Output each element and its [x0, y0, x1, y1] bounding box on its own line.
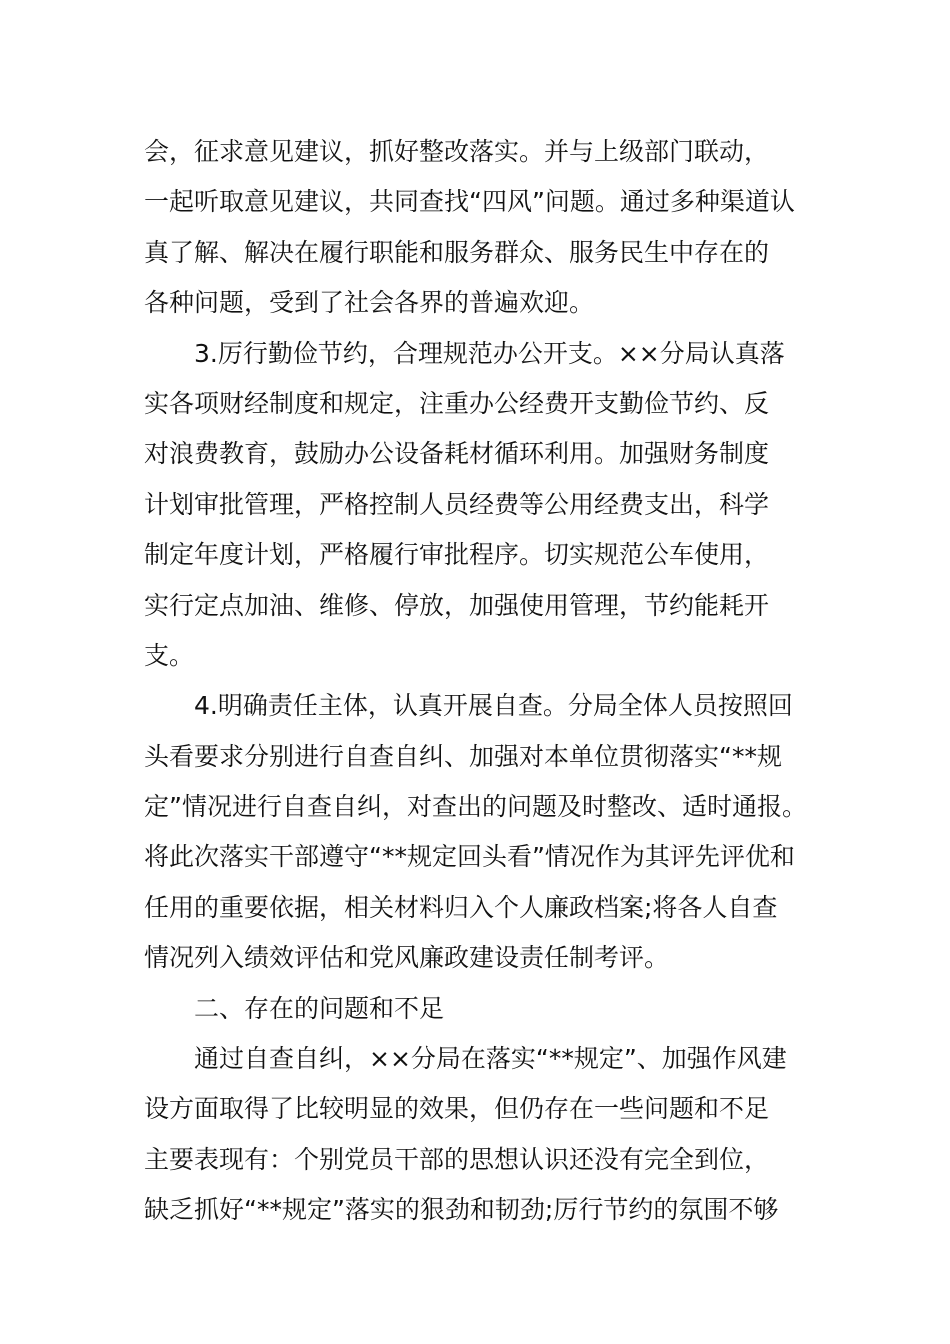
section-heading-problems — [144, 984, 812, 1034]
text-line: 真了解、解决在履行职能和服务群众、服务民生中存在的 — [144, 237, 770, 267]
text-line: 会，征求意见建议，抓好整改落实。并与上级部门联动， — [144, 137, 770, 166]
paragraph-feedback-channels — [144, 127, 812, 329]
text-line: 任用的重要依据，相关材料归入个人廉政档案;将各人自查 — [144, 892, 778, 922]
text-line: 定”情况进行自查自纠，对查出的问题及时整改、适时通报。 — [144, 792, 807, 822]
text-line: 实各项财经制度和规定，注重办公经费开支勤俭节约、反 — [144, 388, 770, 418]
text-line: 支。 — [144, 640, 195, 670]
text-line: 4.明确责任主体，认真开展自查。分局全体人员按照回 — [194, 691, 793, 721]
text-line: 情况列入绩效评估和党风廉政建设责任制考评。 — [144, 943, 670, 973]
text-line: 一起听取意见建议，共同查找“四风”问题。通过多种渠道认 — [144, 187, 795, 217]
text-line: 通过自查自纠，××分局在落实“**规定”、加强作风建 — [194, 1044, 787, 1074]
text-line: 制定年度计划，严格履行审批程序。切实规范公车使用， — [144, 540, 770, 570]
text-line: 将此次落实干部遵守“**规定回头看”情况作为其评先评优和 — [144, 842, 795, 872]
text-line: 计划审批管理，严格控制人员经费等公用经费支出，科学 — [144, 489, 770, 519]
paragraph-item-4-self-inspection — [144, 681, 812, 983]
section-heading-text: 二、存在的问题和不足 — [194, 993, 445, 1023]
text-line: 对浪费教育，鼓励办公设备耗材循环利用。加强财务制度 — [144, 439, 770, 469]
text-line: 缺乏抓好“**规定”落实的狠劲和韧劲;厉行节约的氛围不够 — [144, 1195, 779, 1225]
text-line: 设方面取得了比较明显的效果，但仍存在一些问题和不足 — [144, 1094, 770, 1124]
text-line: 实行定点加油、维修、停放，加强使用管理，节约能耗开 — [144, 590, 770, 620]
paragraph-item-3-frugality — [144, 329, 812, 682]
text-line: 主要表现有：个别党员干部的思想认识还没有完全到位， — [144, 1144, 770, 1174]
text-line: 3.厉行勤俭节约，合理规范办公开支。××分局认真落 — [194, 338, 785, 368]
document-body — [144, 127, 812, 1236]
text-line: 各种问题，受到了社会各界的普遍欢迎。 — [144, 288, 595, 318]
paragraph-problems-summary — [144, 1034, 812, 1236]
text-line: 头看要求分别进行自查自纠、加强对本单位贯彻落实“**规 — [144, 741, 782, 771]
